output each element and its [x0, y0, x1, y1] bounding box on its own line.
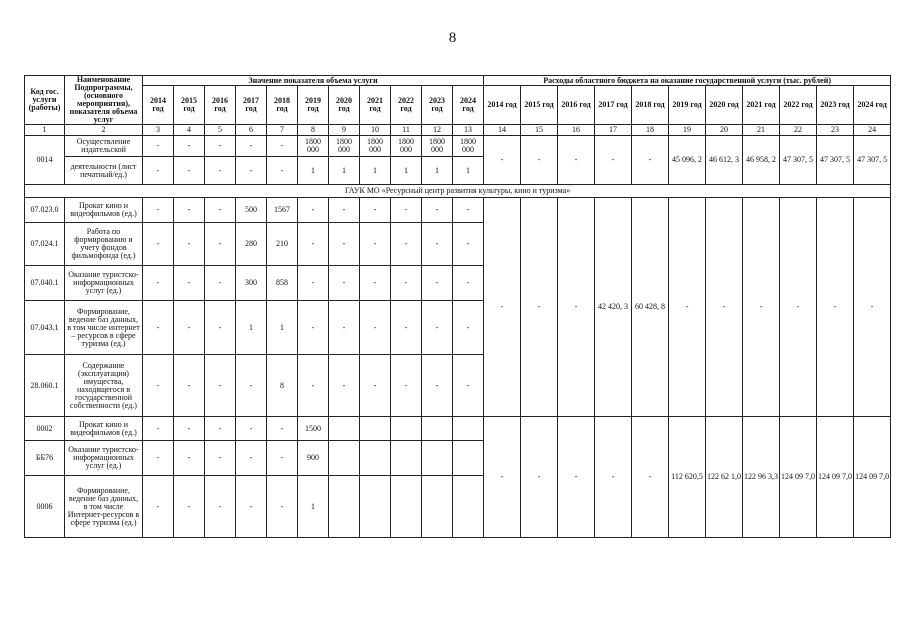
expense-cell: -: [743, 198, 780, 417]
column-number: 4: [174, 125, 205, 136]
volume-cell: -: [298, 223, 329, 266]
volume-cell: [360, 441, 391, 476]
volume-cell: -: [298, 301, 329, 355]
service-code: 07.024.1: [25, 223, 65, 266]
volume-cell: -: [174, 476, 205, 538]
year-header-row: [25, 86, 891, 125]
expense-cell: -: [780, 198, 817, 417]
volume-cell: -: [422, 198, 453, 223]
expense-cell: 46 612, 3: [706, 136, 743, 185]
volume-cell: -: [453, 223, 484, 266]
service-code: 0002: [25, 417, 65, 441]
year-header: 2024 год: [453, 86, 484, 125]
column-number: 16: [558, 125, 595, 136]
volume-cell: 1: [360, 157, 391, 185]
volume-cell: -: [143, 476, 174, 538]
volume-cell: -: [267, 476, 298, 538]
expense-cell: -: [669, 198, 706, 417]
volume-cell: -: [174, 417, 205, 441]
volume-cell: -: [453, 301, 484, 355]
column-number: 11: [391, 125, 422, 136]
expense-cell: -: [632, 417, 669, 538]
service-name: Формирование, ведение баз данных, в том числе интернет – ресурсов в сфере туризма (ед.): [65, 301, 143, 355]
volume-cell: -: [205, 301, 236, 355]
column-number: 14: [484, 125, 521, 136]
volume-cell: -: [143, 417, 174, 441]
volume-cell: -: [174, 223, 205, 266]
expense-cell: -: [484, 136, 521, 185]
volume-cell: -: [267, 417, 298, 441]
expense-cell: 112 620,5: [669, 417, 706, 538]
volume-cell: 1567: [267, 198, 298, 223]
volume-cell: 1: [453, 157, 484, 185]
year-header: 2016 год: [558, 86, 595, 125]
year-header: 2018 год: [267, 86, 298, 125]
expense-cell: 124 09 7,0: [854, 417, 891, 538]
volume-cell: -: [174, 157, 205, 185]
year-header: 2023 год: [422, 86, 453, 125]
volume-cell: 1: [391, 157, 422, 185]
volume-cell: 1500: [298, 417, 329, 441]
volume-cell: [329, 417, 360, 441]
volume-cell: [453, 417, 484, 441]
year-header: 2019 год: [298, 86, 329, 125]
volume-cell: 500: [236, 198, 267, 223]
volume-cell: -: [329, 223, 360, 266]
volume-cell: -: [298, 266, 329, 301]
service-name: Работа по формированию и учету фондов фильмофонда (ед.): [65, 223, 143, 266]
volume-cell: 1: [298, 476, 329, 538]
year-header: 2017 год: [595, 86, 632, 125]
year-header: 2018 год: [632, 86, 669, 125]
column-number: 5: [205, 125, 236, 136]
service-name: деятельности (лист печатный/ед.): [65, 157, 143, 185]
expense-cell: -: [521, 198, 558, 417]
volume-cell: [391, 476, 422, 538]
volume-cell: -: [205, 223, 236, 266]
volume-cell: 1: [329, 157, 360, 185]
year-header: 2021 год: [360, 86, 391, 125]
table-row: [25, 198, 891, 223]
service-code: 07.023.0: [25, 198, 65, 223]
volume-cell: 1: [236, 301, 267, 355]
volume-cell: -: [267, 136, 298, 157]
expense-cell: -: [484, 417, 521, 538]
volume-cell: 1800 000: [298, 136, 329, 157]
year-header: 2014 год: [484, 86, 521, 125]
expense-cell: 122 62 1,0: [706, 417, 743, 538]
volume-cell: -: [391, 301, 422, 355]
service-name: Формирование, ведение баз данных, в том числе Интернет-ресурсов в сфере туризма (ед.): [65, 476, 143, 538]
service-name: Содержание (эксплуатация) имущества, находящегося в государственной собственности (ед.): [65, 355, 143, 417]
column-number: 17: [595, 125, 632, 136]
column-number: 18: [632, 125, 669, 136]
expense-cell: 47 307, 5: [854, 136, 891, 185]
volume-cell: [360, 476, 391, 538]
volume-cell: -: [205, 136, 236, 157]
volume-cell: -: [391, 266, 422, 301]
volume-cell: -: [267, 441, 298, 476]
volume-cell: -: [143, 198, 174, 223]
volume-cell: -: [174, 355, 205, 417]
volume-cell: -: [329, 355, 360, 417]
volume-cell: -: [391, 198, 422, 223]
service-code: ББ76: [25, 441, 65, 476]
volume-cell: -: [298, 198, 329, 223]
expense-cell: 46 958, 2: [743, 136, 780, 185]
column-number: 21: [743, 125, 780, 136]
volume-cell: [422, 476, 453, 538]
column-number: 15: [521, 125, 558, 136]
year-header: 2021 год: [743, 86, 780, 125]
volume-cell: -: [453, 198, 484, 223]
volume-cell: -: [453, 355, 484, 417]
table-row: [25, 417, 891, 441]
volume-cell: -: [391, 355, 422, 417]
section-title: ГАУК МО «Ресурсный центр развития культуры, кино и туризма»: [25, 185, 891, 198]
volume-cell: 210: [267, 223, 298, 266]
year-header: 2020 год: [706, 86, 743, 125]
volume-cell: [453, 476, 484, 538]
year-header: 2022 год: [391, 86, 422, 125]
expense-cell: -: [558, 417, 595, 538]
expense-cell: -: [558, 198, 595, 417]
volume-cell: -: [174, 441, 205, 476]
volume-cell: -: [391, 223, 422, 266]
volume-cell: -: [360, 198, 391, 223]
volume-cell: -: [236, 417, 267, 441]
column-number: 12: [422, 125, 453, 136]
page-number: 8: [448, 30, 457, 46]
volume-cell: [360, 417, 391, 441]
column-number: 13: [453, 125, 484, 136]
header-code: Код гос. услуги (работы): [25, 76, 65, 125]
service-code: 07.043.1: [25, 301, 65, 355]
volume-cell: -: [453, 266, 484, 301]
volume-cell: -: [205, 417, 236, 441]
volume-cell: -: [422, 355, 453, 417]
expense-cell: -: [854, 198, 891, 417]
volume-cell: -: [236, 355, 267, 417]
column-number-row: [25, 125, 891, 136]
volume-cell: -: [422, 223, 453, 266]
column-number: 1: [25, 125, 65, 136]
service-name: Оказание туристско-информационных услуг (ед.): [65, 441, 143, 476]
volume-cell: -: [174, 301, 205, 355]
volume-cell: 1: [298, 157, 329, 185]
volume-cell: -: [329, 266, 360, 301]
volume-cell: -: [143, 301, 174, 355]
volume-cell: [422, 441, 453, 476]
volume-cell: -: [236, 136, 267, 157]
volume-cell: 300: [236, 266, 267, 301]
expense-cell: 60 428, 8: [632, 198, 669, 417]
service-code: 0014: [25, 136, 65, 185]
volume-cell: 1800 000: [329, 136, 360, 157]
volume-cell: 1800 000: [422, 136, 453, 157]
volume-cell: -: [143, 266, 174, 301]
column-number: 3: [143, 125, 174, 136]
expense-cell: 124 09 7,0: [817, 417, 854, 538]
volume-cell: 1800 000: [453, 136, 484, 157]
column-number: 22: [780, 125, 817, 136]
header-expense-group: Расходы областного бюджета на оказание государственной услуги (тыс. рублей): [484, 76, 891, 86]
volume-cell: [329, 441, 360, 476]
service-name: Прокат кино и видеофильмов (ед.): [65, 198, 143, 223]
expense-cell: 122 96 3,3: [743, 417, 780, 538]
volume-cell: -: [143, 157, 174, 185]
volume-cell: 8: [267, 355, 298, 417]
header-name: Наименование Подпрограммы, (основного мероприятия), показателя объема услуг: [65, 76, 143, 125]
volume-cell: [329, 476, 360, 538]
service-volume-table: [24, 75, 891, 538]
column-number: 23: [817, 125, 854, 136]
expense-cell: -: [521, 417, 558, 538]
volume-cell: -: [143, 136, 174, 157]
volume-cell: [391, 417, 422, 441]
volume-cell: 1: [267, 301, 298, 355]
volume-cell: -: [267, 157, 298, 185]
expense-cell: 47 307, 5: [817, 136, 854, 185]
year-header: 2019 год: [669, 86, 706, 125]
volume-cell: [453, 441, 484, 476]
volume-cell: -: [205, 441, 236, 476]
expense-cell: -: [632, 136, 669, 185]
table-row: [25, 136, 891, 157]
service-code: 28.060.1: [25, 355, 65, 417]
year-header: 2015 год: [174, 86, 205, 125]
expense-cell: -: [817, 198, 854, 417]
volume-cell: -: [205, 476, 236, 538]
volume-cell: -: [143, 355, 174, 417]
volume-cell: -: [205, 157, 236, 185]
year-header: 2017 год: [236, 86, 267, 125]
volume-cell: -: [360, 301, 391, 355]
volume-cell: -: [143, 441, 174, 476]
volume-cell: -: [205, 198, 236, 223]
expense-cell: 47 307, 5: [780, 136, 817, 185]
header-volume-group: Значение показателя объема услуги: [143, 76, 484, 86]
service-name: Прокат кино и видеофильмов (ед.): [65, 417, 143, 441]
expense-cell: 124 09 7,0: [780, 417, 817, 538]
column-number: 7: [267, 125, 298, 136]
column-number: 19: [669, 125, 706, 136]
volume-cell: 1: [422, 157, 453, 185]
expense-cell: -: [521, 136, 558, 185]
column-number: 8: [298, 125, 329, 136]
volume-cell: -: [174, 266, 205, 301]
volume-cell: -: [143, 223, 174, 266]
expense-cell: -: [558, 136, 595, 185]
volume-cell: [391, 441, 422, 476]
year-header: 2023 год: [817, 86, 854, 125]
volume-cell: [422, 417, 453, 441]
volume-cell: -: [236, 441, 267, 476]
volume-cell: -: [205, 266, 236, 301]
volume-cell: -: [298, 355, 329, 417]
volume-cell: 1800 000: [360, 136, 391, 157]
expense-cell: 42 420, 3: [595, 198, 632, 417]
service-name: Оказание туристско-информационных услуг (ед.): [65, 266, 143, 301]
volume-cell: -: [174, 198, 205, 223]
volume-cell: -: [205, 355, 236, 417]
volume-cell: -: [329, 301, 360, 355]
volume-cell: -: [236, 476, 267, 538]
volume-cell: 858: [267, 266, 298, 301]
volume-cell: -: [360, 355, 391, 417]
expense-cell: -: [595, 136, 632, 185]
year-header: 2016 год: [205, 86, 236, 125]
column-number: 20: [706, 125, 743, 136]
volume-cell: 1800 000: [391, 136, 422, 157]
service-code: 0006: [25, 476, 65, 538]
volume-cell: -: [422, 301, 453, 355]
year-header: 2022 год: [780, 86, 817, 125]
volume-cell: -: [236, 157, 267, 185]
year-header: 2015 год: [521, 86, 558, 125]
year-header: 2024 год: [854, 86, 891, 125]
year-header: 2014 год: [143, 86, 174, 125]
year-header: 2020 год: [329, 86, 360, 125]
volume-cell: -: [422, 266, 453, 301]
volume-cell: -: [360, 223, 391, 266]
column-number: 24: [854, 125, 891, 136]
section-row: [25, 185, 891, 198]
volume-cell: 900: [298, 441, 329, 476]
expense-cell: -: [595, 417, 632, 538]
column-number: 10: [360, 125, 391, 136]
column-number: 2: [65, 125, 143, 136]
expense-cell: -: [484, 198, 521, 417]
volume-cell: -: [329, 198, 360, 223]
column-number: 9: [329, 125, 360, 136]
column-number: 6: [236, 125, 267, 136]
service-code: 07.040.1: [25, 266, 65, 301]
expense-cell: -: [706, 198, 743, 417]
volume-cell: -: [360, 266, 391, 301]
expense-cell: 45 096, 2: [669, 136, 706, 185]
service-name: Осуществление издательской: [65, 136, 143, 157]
volume-cell: -: [174, 136, 205, 157]
volume-cell: 280: [236, 223, 267, 266]
